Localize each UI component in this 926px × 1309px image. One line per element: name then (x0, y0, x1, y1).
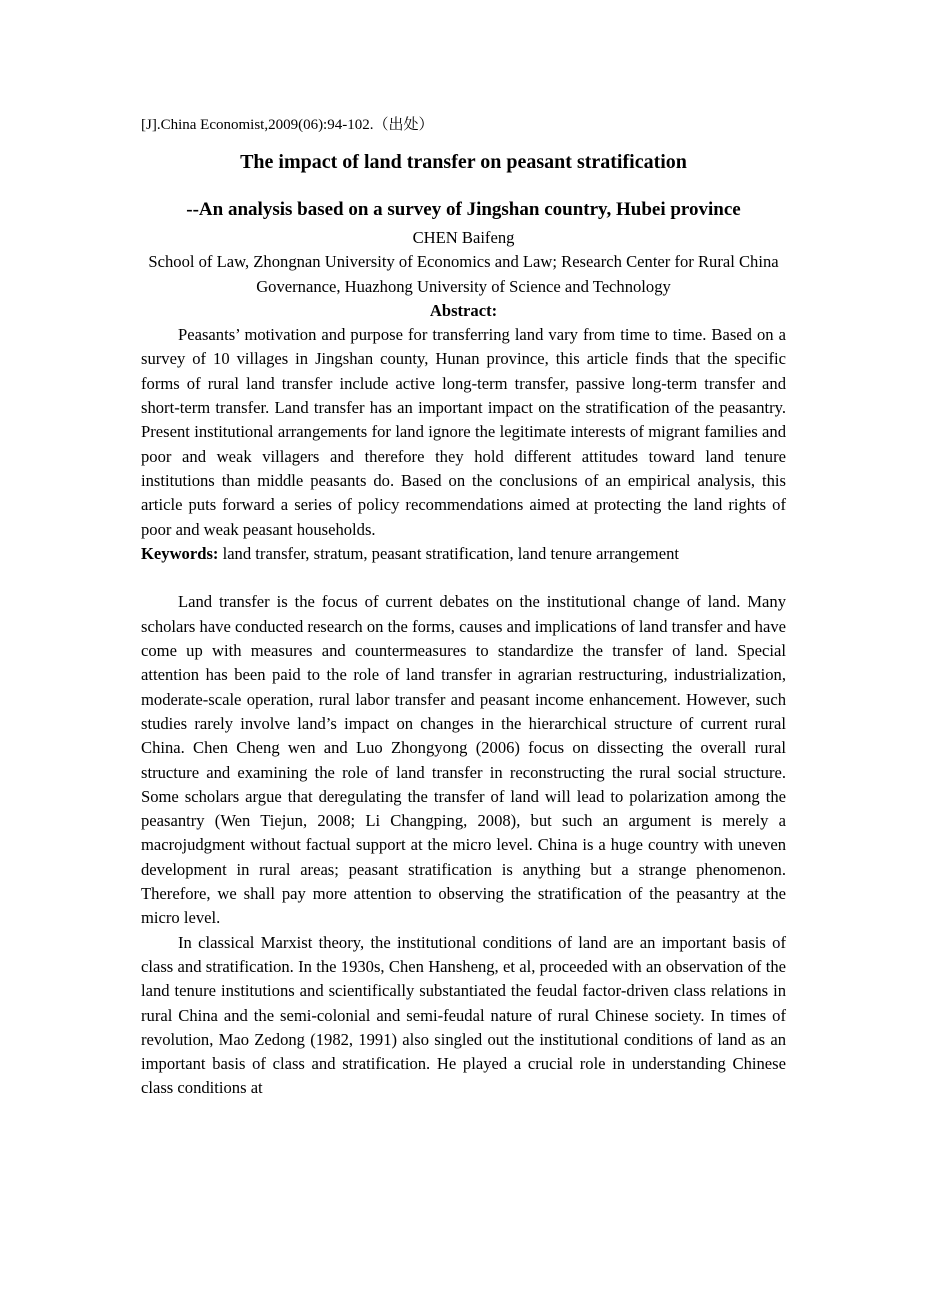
paper-subtitle: --An analysis based on a survey of Jingshan country, Hubei province (186, 199, 741, 220)
abstract-text: Peasants’ motivation and purpose for transferring land vary from time to time. Based on a survey of 10 villages in Jingshan county, Hunan province, this article finds that the specific forms of rural land transfer include active long-term transfer, passive long-term transfer and short-term transfer. Land transfer has an important impact on the stratification of the peasantry. Present institutional arrangements for land ignore the legitimate interests of migrant families and poor and weak villagers and therefore they hold different attitudes toward land tenure institutions than middle peasants do. Based on the conclusions of an empirical analysis, this article puts forward a series of policy recommendations aimed at protecting the land rights of poor and weak peasant households. (141, 325, 786, 539)
page-content (141, 113, 786, 1101)
keywords-label: Keywords: (141, 543, 219, 563)
abstract-heading: Abstract: (429, 300, 498, 320)
keywords-text: land transfer, stratum, peasant stratification, land tenure arrangement (218, 543, 679, 563)
section-spacer (141, 566, 786, 590)
paper-title: The impact of land transfer on peasant stratification (240, 151, 687, 173)
body-paragraph-1: Land transfer is the focus of current debates on the institutional change of land. Many scholars have conducted research on the forms, causes and implications of land transfer and have come up with measures and countermeasures to standardize the transfer of land. Special attention has been paid to the role of land transfer in agrarian restructuring, industrialization, moderate-scale operation, rural labor transfer and peasant income enhancement. However, such studies rarely involve land’s impact on changes in the hierarchical structure of current rural China. Chen Cheng wen and Luo Zhongyong (2006) focus on dissecting the overall rural structure and examining the role of land transfer in reconstructing the rural social structure. Some scholars argue that deregulating the transfer of land will lead to polarization among the peasantry (Wen Tiejun, 2008; Li Changping, 2008), but such an argument is merely a macrojudgment without factual support at the micro level. China is a huge country with uneven development in rural areas; peasant stratification is anything but a strange phenomenon. Therefore, we shall pay more attention to observing the stratification of the peasantry at the micro level. (141, 592, 786, 928)
author-affiliation-1: School of Law, Zhongnan University of Economics and Law; Research Center for Rural China (148, 252, 779, 272)
author-name: CHEN Baifeng (412, 228, 515, 247)
author-affiliation-2: Governance, Huazhong University of Science and Technology (256, 276, 671, 296)
source-citation: [J].China Economist,2009(06):94-102.（出处） (141, 117, 434, 133)
keywords-line (141, 542, 786, 566)
body-paragraph-2: In classical Marxist theory, the institutional conditions of land are an important basis of class and stratification. In the 1930s, Chen Hansheng, et al, proceeded with an observation of the land tenure institutions and scientifically substantiated the feudal factor-driven class relations in rural China and the semi-colonial and semi-feudal nature of rural Chinese society. In times of revolution, Mao Zedong (1982, 1991) also singled out the institutional conditions of land as an important basis of class and stratification. He played a crucial role in understanding Chinese class conditions at (141, 932, 786, 1098)
